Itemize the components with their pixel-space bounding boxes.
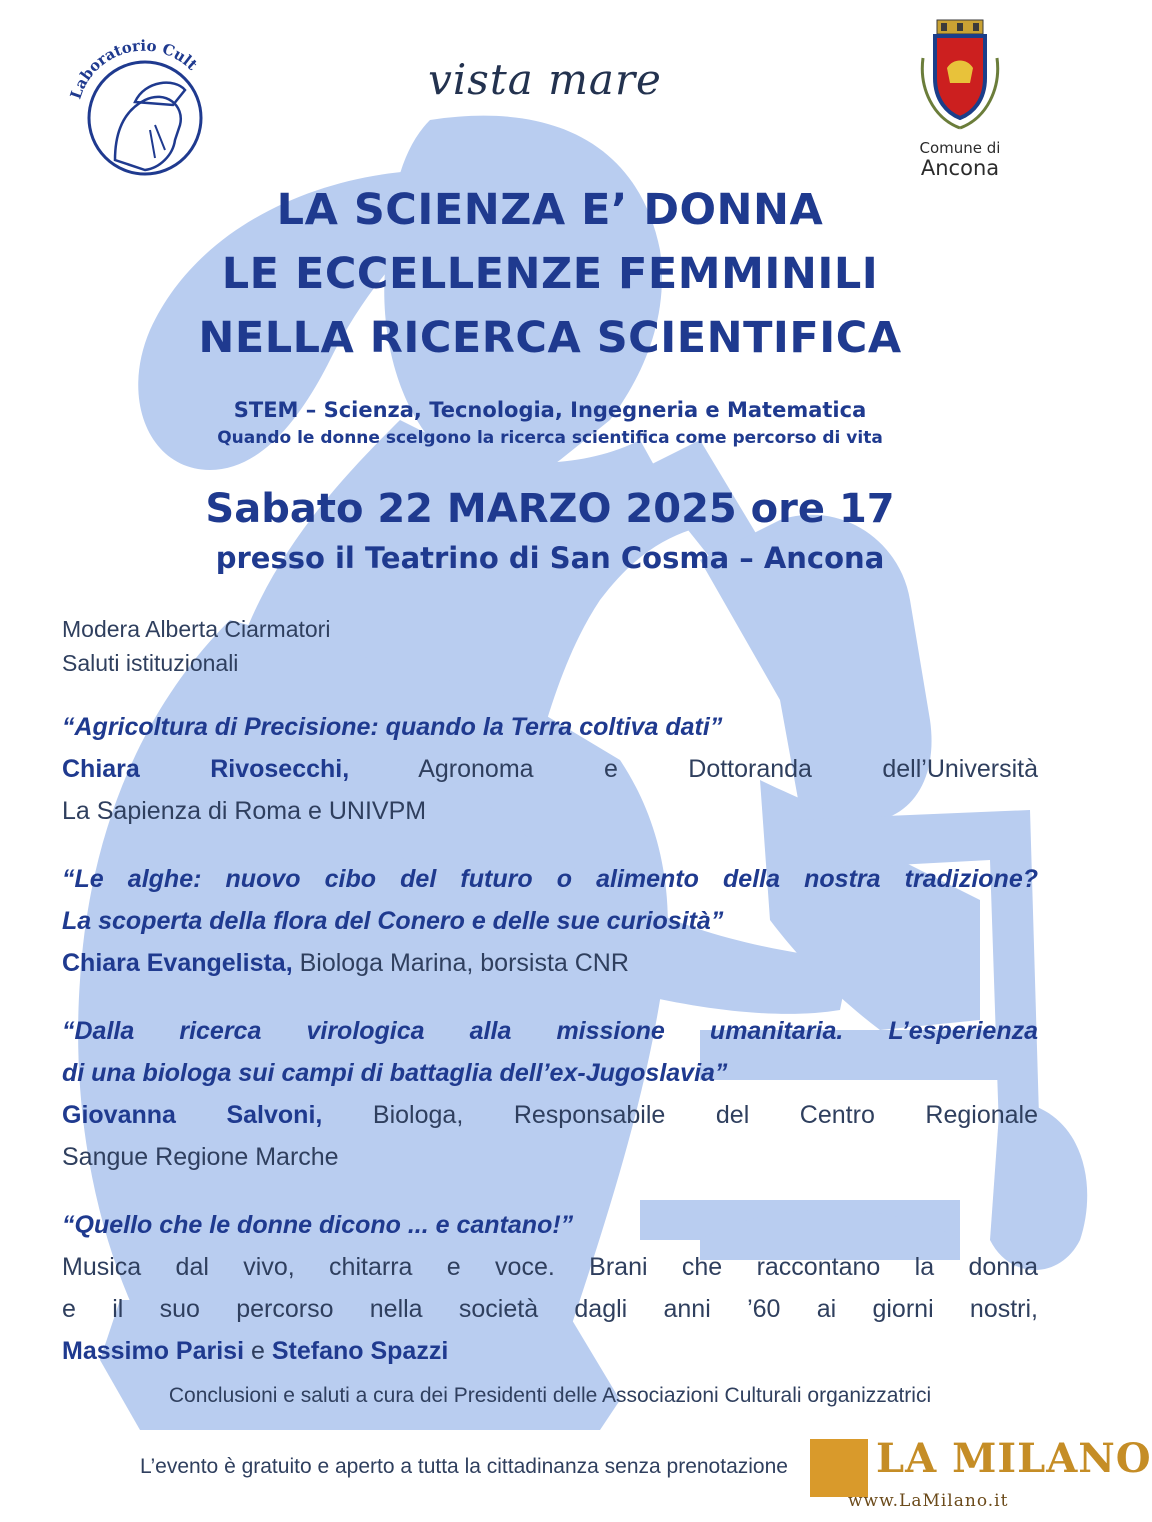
laboratorio-culturale-logo: [55, 30, 210, 180]
talk-speaker: [62, 748, 1038, 832]
title-line-2: LE ECCELLENZE FEMMINILI: [221, 249, 879, 299]
title-line-3: NELLA RICERCA SCIENTIFICA: [198, 313, 902, 363]
event-subtitle: [0, 395, 1100, 451]
talk-item: [62, 1204, 1038, 1372]
vista-mare-logo-text: vista mare: [428, 55, 662, 104]
ancona-label: Ancona: [920, 156, 1000, 180]
performer-conjunction: e: [250, 1337, 265, 1365]
event-title: [0, 178, 1100, 370]
conclusion-note: Conclusioni e saluti a cura dei Presidenti delle Associazioni Culturali organizzatrici: [168, 1384, 932, 1407]
moderator-line: Modera Alberta Ciarmatori: [62, 616, 331, 642]
talk-speaker: [62, 942, 1038, 984]
talk-item: [62, 706, 1038, 832]
speaker-role-cont: La Sapienza di Roma e UNIVPM: [62, 797, 427, 825]
event-venue: presso il Teatrino di San Cosma – Ancona: [215, 541, 885, 575]
talk-title: “Quello che le donne dicono ... e cantano!”: [62, 1211, 574, 1239]
speaker-role: Biologa, Responsabile del Centro Regionale: [372, 1101, 1038, 1129]
laboratorio-culturale-logo-text: Laboratorio Cult: [66, 36, 202, 102]
talk-speaker: [62, 1094, 1038, 1178]
speaker-role: Biologa Marina, borsista CNR: [299, 949, 629, 977]
music-desc-line-1: Musica dal vivo, chitarra e voce. Brani che raccontano la donna: [62, 1253, 1038, 1281]
greetings-line: Saluti istituzionali: [62, 650, 239, 676]
subtitle-stem: STEM – Scienza, Tecnologia, Ingegneria e Matematica: [233, 398, 867, 422]
music-description: [62, 1246, 1038, 1372]
watermark-name: LA MILANO: [876, 1435, 1152, 1482]
lamilano-watermark: [810, 1435, 1152, 1522]
lamilano-logo-icon: [810, 1439, 868, 1497]
talk-item: [62, 1010, 1038, 1178]
talk-title-line-2: La scoperta della flora del Conero e delle sue curiosità”: [62, 907, 724, 935]
comune-di-ancona-logo: [905, 18, 1015, 183]
ancona-coat-of-arms-icon: [915, 18, 1005, 133]
title-line-1: LA SCIENZA E’ DONNA: [276, 185, 824, 235]
vista-mare-logo: [375, 55, 715, 115]
speaker-name: Chiara Evangelista,: [62, 949, 293, 977]
speaker-role-cont: Sangue Regione Marche: [62, 1143, 339, 1171]
performer-name: Stefano Spazzi: [271, 1337, 449, 1365]
performer-name: Massimo Parisi: [62, 1337, 245, 1365]
talk-title-line-1: “Dalla ricerca virologica alla missione umanitaria. L’esperienza: [62, 1017, 1038, 1045]
laboratorio-culturale-emblem-icon: [55, 30, 210, 180]
program-list: [62, 612, 1038, 1372]
comune-label: Comune di: [919, 139, 1001, 157]
talk-title: “Agricoltura di Precisione: quando la Terra coltiva dati”: [62, 713, 723, 741]
talk-title-line-2: di una biologa sui campi di battaglia dell’ex-Jugoslavia”: [62, 1059, 728, 1087]
subtitle-tagline: Quando le donne scelgono la ricerca scientifica come percorso di vita: [217, 428, 883, 448]
speaker-name: Chiara Rivosecchi,: [62, 755, 350, 783]
talk-item: [62, 858, 1038, 984]
event-date-venue: [0, 480, 1100, 578]
talk-title-line-1: “Le alghe: nuovo cibo del futuro o alimento della nostra tradizione?: [62, 865, 1038, 893]
speaker-role: Agronoma e Dottoranda dell’Università: [418, 755, 1038, 783]
music-desc-line-2: e il suo percorso nella società dagli anni ’60 ai giorni nostri,: [62, 1295, 1038, 1323]
watermark-url: www.LaMilano.it: [848, 1491, 1009, 1511]
speaker-name: Giovanna Salvoni,: [62, 1101, 323, 1129]
free-entry-note: L’evento è gratuito e aperto a tutta la cittadinanza senza prenotazione: [140, 1455, 788, 1478]
event-date: Sabato 22 MARZO 2025 ore 17: [205, 486, 895, 532]
